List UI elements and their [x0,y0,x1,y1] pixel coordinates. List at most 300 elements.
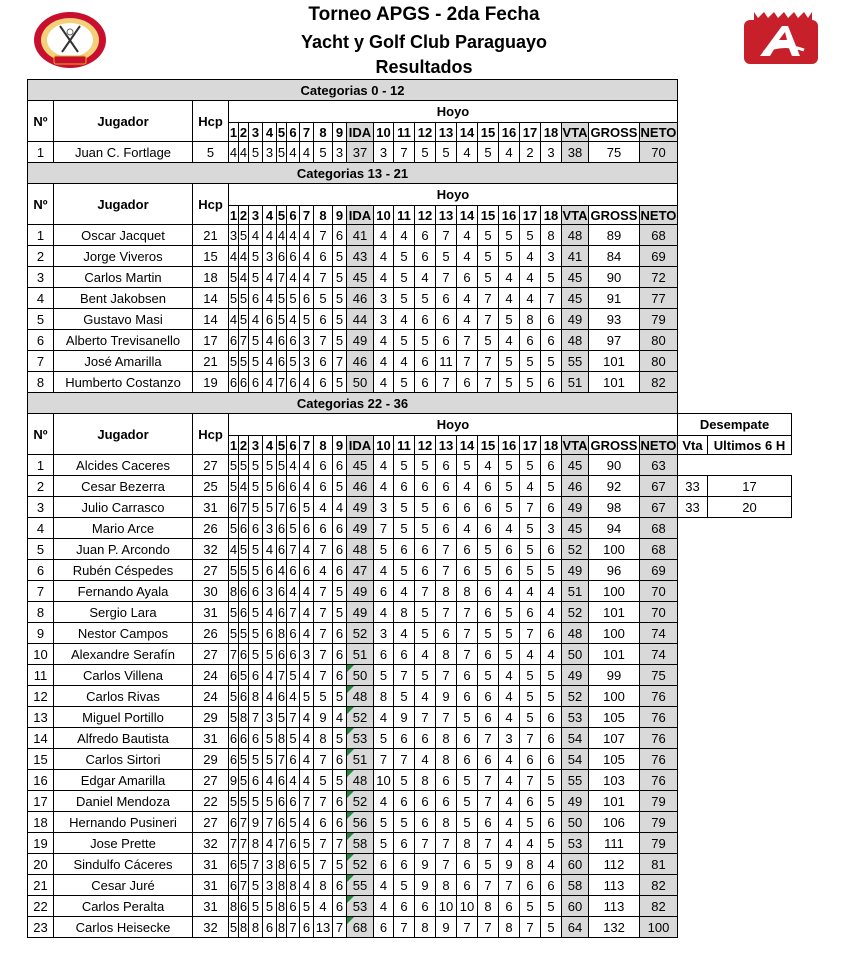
hole-score-cell: 6 [314,455,333,476]
hole-score-cell: 5 [263,728,277,749]
vta-cell: 49 [562,791,589,812]
spacer [678,917,792,938]
hole-score-cell: 6 [415,812,436,833]
spacer [678,163,792,184]
hole-score-cell: 6 [229,665,239,686]
spacer [678,749,792,770]
desempate-last6-header: Ultimos 6 H [708,436,792,455]
col-hcp-header: Hcp [193,101,229,142]
hole-score-cell: 10 [436,896,457,917]
hole-score-cell: 8 [277,875,287,896]
hole-score-cell: 4 [263,665,277,686]
neto-cell: 82 [640,896,678,917]
hole-score-cell: 5 [277,707,287,728]
hole-score-cell: 3 [263,246,277,267]
hole-score-cell: 5 [229,560,239,581]
hole-9-header: 9 [333,206,347,225]
hole-score-cell: 6 [541,497,562,518]
hole-score-cell: 7 [229,644,239,665]
hole-score-cell: 6 [249,288,263,309]
hole-16-header: 16 [499,436,520,455]
neto-cell: 69 [640,560,678,581]
hole-score-cell: 6 [457,497,478,518]
ida-cell: 48 [347,770,374,791]
hole-score-cell: 5 [478,560,499,581]
hole-score-cell: 8 [436,875,457,896]
hole-score-cell: 4 [499,665,520,686]
ida-cell: 49 [347,581,374,602]
hole-score-cell: 5 [239,560,249,581]
gross-cell: 89 [589,225,640,246]
player-row [28,476,792,497]
player-name-cell: Fernando Ayala [54,581,193,602]
spacer [678,225,792,246]
hole-score-cell: 7 [374,518,394,539]
hole-score-cell: 8 [229,581,239,602]
hole-score-cell: 3 [300,351,314,372]
hole-score-cell: 8 [277,917,287,938]
hole-score-cell: 4 [239,142,249,163]
ida-header: IDA [347,123,374,142]
hole-score-cell: 5 [520,665,541,686]
hole-score-cell: 5 [374,539,394,560]
hcp-cell: 5 [193,142,229,163]
hole-score-cell: 5 [478,142,499,163]
ida-cell: 46 [347,288,374,309]
hole-score-cell: 6 [541,455,562,476]
hole-score-cell: 4 [287,267,300,288]
gross-cell: 99 [589,665,640,686]
position-cell: 4 [28,518,54,539]
ida-cell: 46 [347,351,374,372]
hole-score-cell: 5 [239,351,249,372]
hole-score-cell: 6 [436,288,457,309]
hole-score-cell: 4 [520,581,541,602]
hole-score-cell: 8 [520,854,541,875]
hole-score-cell: 4 [394,351,415,372]
hole-score-cell: 7 [287,602,300,623]
hole-score-cell: 4 [300,539,314,560]
hole-score-cell: 3 [541,142,562,163]
hole-score-cell: 7 [287,539,300,560]
hole-score-cell: 3 [374,142,394,163]
hole-score-cell: 4 [300,665,314,686]
hole-score-cell: 5 [239,770,249,791]
results-table [27,79,792,938]
hole-score-cell: 4 [229,142,239,163]
hole-score-cell: 6 [457,854,478,875]
hole-score-cell: 8 [436,581,457,602]
neto-cell: 68 [640,518,678,539]
desempate-last6-cell: 17 [708,476,792,497]
vta-header: VTA [562,124,588,140]
hcp-cell: 31 [193,728,229,749]
position-cell: 16 [28,770,54,791]
hole-score-cell: 5 [287,288,300,309]
hole-12-header: 12 [415,206,436,225]
hole-score-cell: 5 [394,875,415,896]
hole-score-cell: 9 [415,875,436,896]
hole-score-cell: 6 [394,728,415,749]
hole-score-cell: 6 [263,623,277,644]
hole-score-cell: 5 [541,833,562,854]
hole-score-cell: 8 [229,896,239,917]
hole-18-header: 18 [541,206,562,225]
hole-score-cell: 5 [541,791,562,812]
hole-score-cell: 6 [249,728,263,749]
ida-cell: 53 [347,896,374,917]
hole-score-cell: 6 [436,330,457,351]
hole-score-cell: 5 [263,644,277,665]
hcp-cell: 22 [193,791,229,812]
hole-score-cell: 5 [541,560,562,581]
hole-score-cell: 4 [374,351,394,372]
hole-score-cell: 7 [436,833,457,854]
player-row [28,602,792,623]
hcp-cell: 27 [193,455,229,476]
hole-score-cell: 6 [333,665,347,686]
position-cell: 17 [28,791,54,812]
hole-score-cell: 5 [394,246,415,267]
position-cell: 15 [28,749,54,770]
desempate-vta-cell: 33 [678,476,708,497]
player-row [28,875,792,896]
hole-score-cell: 11 [436,351,457,372]
hole-8-header: 8 [314,436,333,455]
hole-score-cell: 5 [520,812,541,833]
spacer [678,686,792,707]
hole-score-cell: 5 [333,267,347,288]
hole-score-cell: 5 [520,896,541,917]
hole-score-cell: 3 [300,644,314,665]
hole-score-cell: 4 [333,707,347,728]
hole-score-cell: 5 [394,288,415,309]
hole-score-cell: 6 [520,791,541,812]
hole-score-cell: 6 [520,749,541,770]
hole-score-cell: 8 [239,917,249,938]
ida-cell: 48 [347,686,374,707]
hole-score-cell: 6 [300,518,314,539]
hole-7-header: 7 [300,436,314,455]
neto-cell: 70 [640,142,678,163]
hole-score-cell: 7 [277,497,287,518]
hole-score-cell: 5 [499,623,520,644]
ida-cell: 47 [347,560,374,581]
spacer [678,623,792,644]
hole-score-cell: 7 [314,330,333,351]
hole-1-header: 1 [229,437,238,453]
hole-score-cell: 6 [499,539,520,560]
spacer [678,142,792,163]
hole-score-cell: 5 [249,476,263,497]
gross-cell: 84 [589,246,640,267]
ida-cell: 50 [347,665,374,686]
hole-score-cell: 7 [436,665,457,686]
hole-score-cell: 5 [229,518,239,539]
hole-score-cell: 7 [239,875,249,896]
hole-score-cell: 6 [287,791,300,812]
hole-score-cell: 4 [314,497,333,518]
spacer [678,644,792,665]
hole-score-cell: 4 [541,581,562,602]
header-row [28,101,792,123]
player-name-cell: Oscar Jacquet [54,225,193,246]
vta-cell: 48 [562,225,589,246]
hole-score-cell: 6 [478,707,499,728]
neto-header: NETO [640,437,677,453]
hole-score-cell: 6 [314,372,333,393]
vta-cell: 49 [562,309,589,330]
hole-score-cell: 7 [520,728,541,749]
hole-score-cell: 6 [394,854,415,875]
hole-score-cell: 5 [249,142,263,163]
hole-score-cell: 5 [541,896,562,917]
hole-score-cell: 5 [394,812,415,833]
vta-cell: 52 [562,539,589,560]
hole-score-cell: 6 [287,644,300,665]
hole-score-cell: 4 [520,833,541,854]
hole-score-cell: 6 [436,791,457,812]
hole-score-cell: 7 [415,833,436,854]
hole-score-cell: 6 [287,896,300,917]
hole-score-cell: 5 [333,581,347,602]
vta-cell: 51 [562,372,589,393]
hole-4-header: 4 [263,436,277,455]
hole-score-cell: 6 [415,791,436,812]
hcp-cell: 27 [193,560,229,581]
hole-score-cell: 6 [394,791,415,812]
hole-score-cell: 5 [415,288,436,309]
hole-score-cell: 5 [300,686,314,707]
hole-score-cell: 5 [263,497,277,518]
hole-score-cell: 4 [263,833,277,854]
hole-score-cell: 4 [520,288,541,309]
hole-score-cell: 6 [415,728,436,749]
vta-cell: 48 [562,330,589,351]
hole-score-cell: 5 [287,351,300,372]
vta-cell: 53 [562,833,589,854]
hole-score-cell: 6 [478,686,499,707]
hole-score-cell: 8 [277,728,287,749]
vta-header: VTA [562,437,588,453]
player-row [28,288,792,309]
hole-score-cell: 6 [457,665,478,686]
hole-score-cell: 6 [436,770,457,791]
hole-score-cell: 4 [249,309,263,330]
player-name-cell: Edgar Amarilla [54,770,193,791]
vta-cell: 50 [562,812,589,833]
hole-score-cell: 5 [394,372,415,393]
hole-8-header: 8 [314,206,333,225]
hole-score-cell: 5 [229,351,239,372]
hole-score-cell: 7 [415,581,436,602]
hole-score-cell: 7 [277,267,287,288]
vta-cell: 49 [562,497,589,518]
category-row [28,80,792,101]
hole-score-cell: 5 [394,686,415,707]
player-name-cell: Bent Jakobsen [54,288,193,309]
hole-score-cell: 4 [239,246,249,267]
hole-score-cell: 4 [263,267,277,288]
hole-score-cell: 7 [478,917,499,938]
hole-score-cell: 9 [436,686,457,707]
hole-score-cell: 5 [287,728,300,749]
hole-score-cell: 4 [239,267,249,288]
hole-score-cell: 6 [249,581,263,602]
hole-score-cell: 8 [520,309,541,330]
spacer [678,896,792,917]
hole-score-cell: 4 [415,686,436,707]
hole-score-cell: 6 [478,602,499,623]
hole-score-cell: 3 [263,707,277,728]
hole-score-cell: 6 [457,875,478,896]
hole-score-cell: 7 [499,875,520,896]
hole-score-cell: 5 [415,330,436,351]
player-row [28,728,792,749]
hole-score-cell: 9 [229,770,239,791]
hole-score-cell: 6 [333,896,347,917]
category-row [28,393,792,414]
hole-score-cell: 3 [499,728,520,749]
hole-score-cell: 5 [333,728,347,749]
hole-score-cell: 4 [300,875,314,896]
col-hcp-header: Hcp [193,414,229,455]
hole-score-cell: 4 [499,581,520,602]
hole-score-cell: 6 [374,917,394,938]
hole-score-cell: 7 [394,142,415,163]
neto-cell: 82 [640,875,678,896]
hole-score-cell: 5 [249,539,263,560]
hcp-cell: 27 [193,644,229,665]
player-row [28,497,792,518]
hoyo-header: Hoyo [229,414,678,436]
hole-score-cell: 9 [415,854,436,875]
col-num-header: Nº [28,414,54,455]
hole-score-cell: 5 [239,455,249,476]
player-row [28,142,792,163]
hole-score-cell: 3 [263,142,277,163]
player-name-cell: Juan P. Arcondo [54,539,193,560]
hole-score-cell: 6 [314,476,333,497]
hole-score-cell: 5 [415,623,436,644]
hole-score-cell: 5 [239,309,249,330]
hole-score-cell: 7 [394,917,415,938]
hole-score-cell: 9 [499,854,520,875]
hole-score-cell: 5 [394,518,415,539]
position-cell: 10 [28,644,54,665]
ida-cell: 49 [347,602,374,623]
hole-score-cell: 6 [300,560,314,581]
hole-11-header: 11 [394,123,415,142]
hole-score-cell: 3 [263,581,277,602]
hole-score-cell: 4 [263,288,277,309]
neto-cell: 80 [640,330,678,351]
hole-score-cell: 5 [229,791,239,812]
hole-score-cell: 6 [287,833,300,854]
hcp-cell: 17 [193,330,229,351]
hole-score-cell: 7 [478,372,499,393]
vta-cell: 55 [562,770,589,791]
hole-12-header: 12 [415,436,436,455]
hole-7-header: 7 [300,206,314,225]
hole-score-cell: 5 [249,330,263,351]
hole-score-cell: 7 [300,791,314,812]
player-row [28,330,792,351]
hole-score-cell: 3 [374,288,394,309]
col-num-header: Nº [28,101,54,142]
hole-score-cell: 6 [374,854,394,875]
hole-score-cell: 4 [374,330,394,351]
hole-score-cell: 7 [314,749,333,770]
player-row [28,854,792,875]
hole-score-cell: 5 [478,225,499,246]
hcp-cell: 32 [193,539,229,560]
hole-score-cell: 6 [229,749,239,770]
hole-score-cell: 6 [229,812,239,833]
hole-score-cell: 6 [300,917,314,938]
hole-score-cell: 8 [436,644,457,665]
vta-cell: 45 [562,288,589,309]
ida-cell: 49 [347,330,374,351]
player-row [28,518,792,539]
hole-score-cell: 4 [263,351,277,372]
hole-score-cell: 6 [541,875,562,896]
player-row [28,623,792,644]
hole-score-cell: 4 [499,833,520,854]
hole-score-cell: 6 [333,812,347,833]
hole-score-cell: 6 [287,246,300,267]
tournament-title: Torneo APGS - 2da Fecha [308,4,540,25]
hole-score-cell: 4 [287,581,300,602]
hole-score-cell: 5 [229,602,239,623]
hole-score-cell: 7 [415,707,436,728]
col-hcp-header: Hcp [193,184,229,225]
neto-cell: 76 [640,686,678,707]
hcp-cell: 29 [193,749,229,770]
spacer [678,833,792,854]
hole-score-cell: 6 [415,372,436,393]
hole-score-cell: 4 [300,728,314,749]
player-row [28,560,792,581]
player-row [28,539,792,560]
hole-7-header: 7 [300,123,314,142]
player-row [28,351,792,372]
hole-score-cell: 6 [314,518,333,539]
spacer [678,791,792,812]
spacer [678,602,792,623]
hole-score-cell: 6 [229,875,239,896]
spacer [678,267,792,288]
hcp-cell: 32 [193,917,229,938]
hole-score-cell: 4 [457,246,478,267]
player-name-cell: Julio Carrasco [54,497,193,518]
hole-score-cell: 8 [287,875,300,896]
hoyo-header: Hoyo [229,101,678,123]
hole-score-cell: 6 [333,875,347,896]
hole-score-cell: 6 [478,476,499,497]
neto-cell: 74 [640,623,678,644]
hole-score-cell: 6 [436,309,457,330]
hole-score-cell: 5 [287,812,300,833]
position-cell: 3 [28,497,54,518]
hole-8-header: 8 [314,123,333,142]
hole-score-cell: 5 [520,351,541,372]
hole-score-cell: 8 [436,728,457,749]
vta-cell: 46 [562,476,589,497]
hole-score-cell: 6 [541,728,562,749]
hole-score-cell: 5 [374,812,394,833]
hole-score-cell: 5 [300,309,314,330]
